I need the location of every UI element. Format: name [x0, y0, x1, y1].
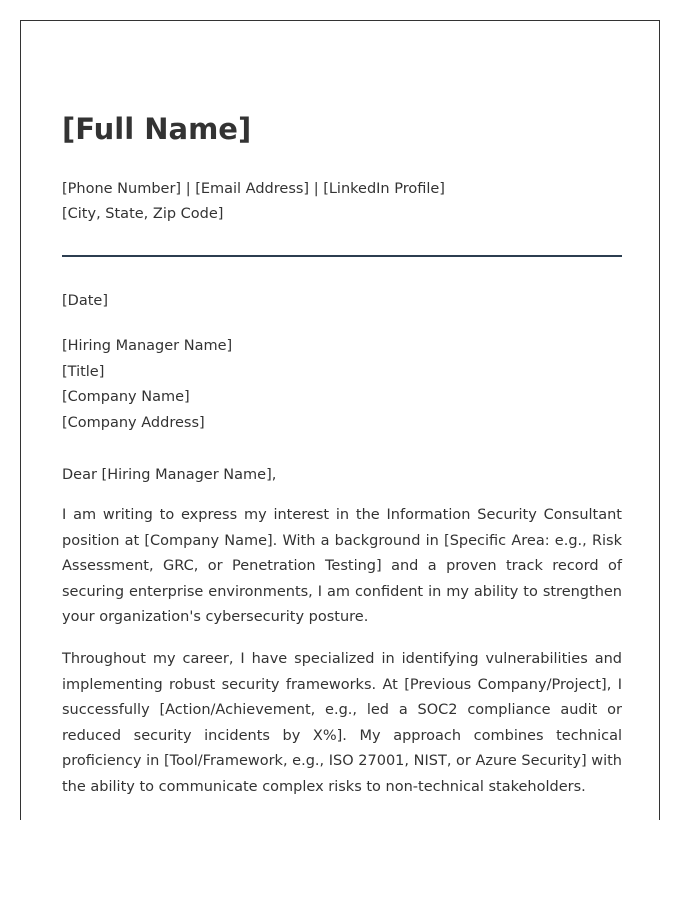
full-name-heading: [Full Name] [62, 112, 252, 146]
header-divider [62, 255, 622, 257]
recipient-title: [Title] [62, 363, 105, 380]
salutation-text: Dear [Hiring Manager Name], [62, 467, 277, 483]
recipient-company-name: [Company Name] [62, 389, 190, 405]
recipient-manager-name: [Hiring Manager Name] [62, 338, 233, 354]
recipient-company-address: [Company Address] [62, 414, 205, 431]
body-paragraph-1: I am writing to express my interest in the Information Security Consultant position at [Company Name]. With a background in [Specific Area: e.g., Risk Assessment, GRC, or Penetration Testing] and a proven track record of securing enterprise environments, I am confident in my ability to strengthen your organization's cybersecurity posture. [62, 507, 622, 625]
contact-line-location: [City, State, Zip Code] [62, 206, 224, 222]
contact-info [62, 177, 445, 227]
letter-page [20, 20, 660, 820]
body-paragraph-2: Throughout my career, I have specialized in identifying vulnerabilities and implementing robust security frameworks. At [Previous Company/Project], I successfully [Action/Achievement, e.g., led a SOC2 compliance audit or reduced security incidents by X%]. My approach combines technical proficiency in [Tool/Framework, e.g., ISO 27001, NIST, or Azure Security] with the ability to communicate complex risks to non-technical stakeholders. [62, 651, 622, 795]
recipient-address-block [62, 334, 622, 436]
salutation [62, 463, 622, 489]
contact-line-phone-email-linkedin: [Phone Number] | [Email Address] | [LinkedIn Profile] [62, 181, 445, 197]
letter-date [62, 289, 622, 315]
date-text: [Date] [62, 293, 108, 309]
